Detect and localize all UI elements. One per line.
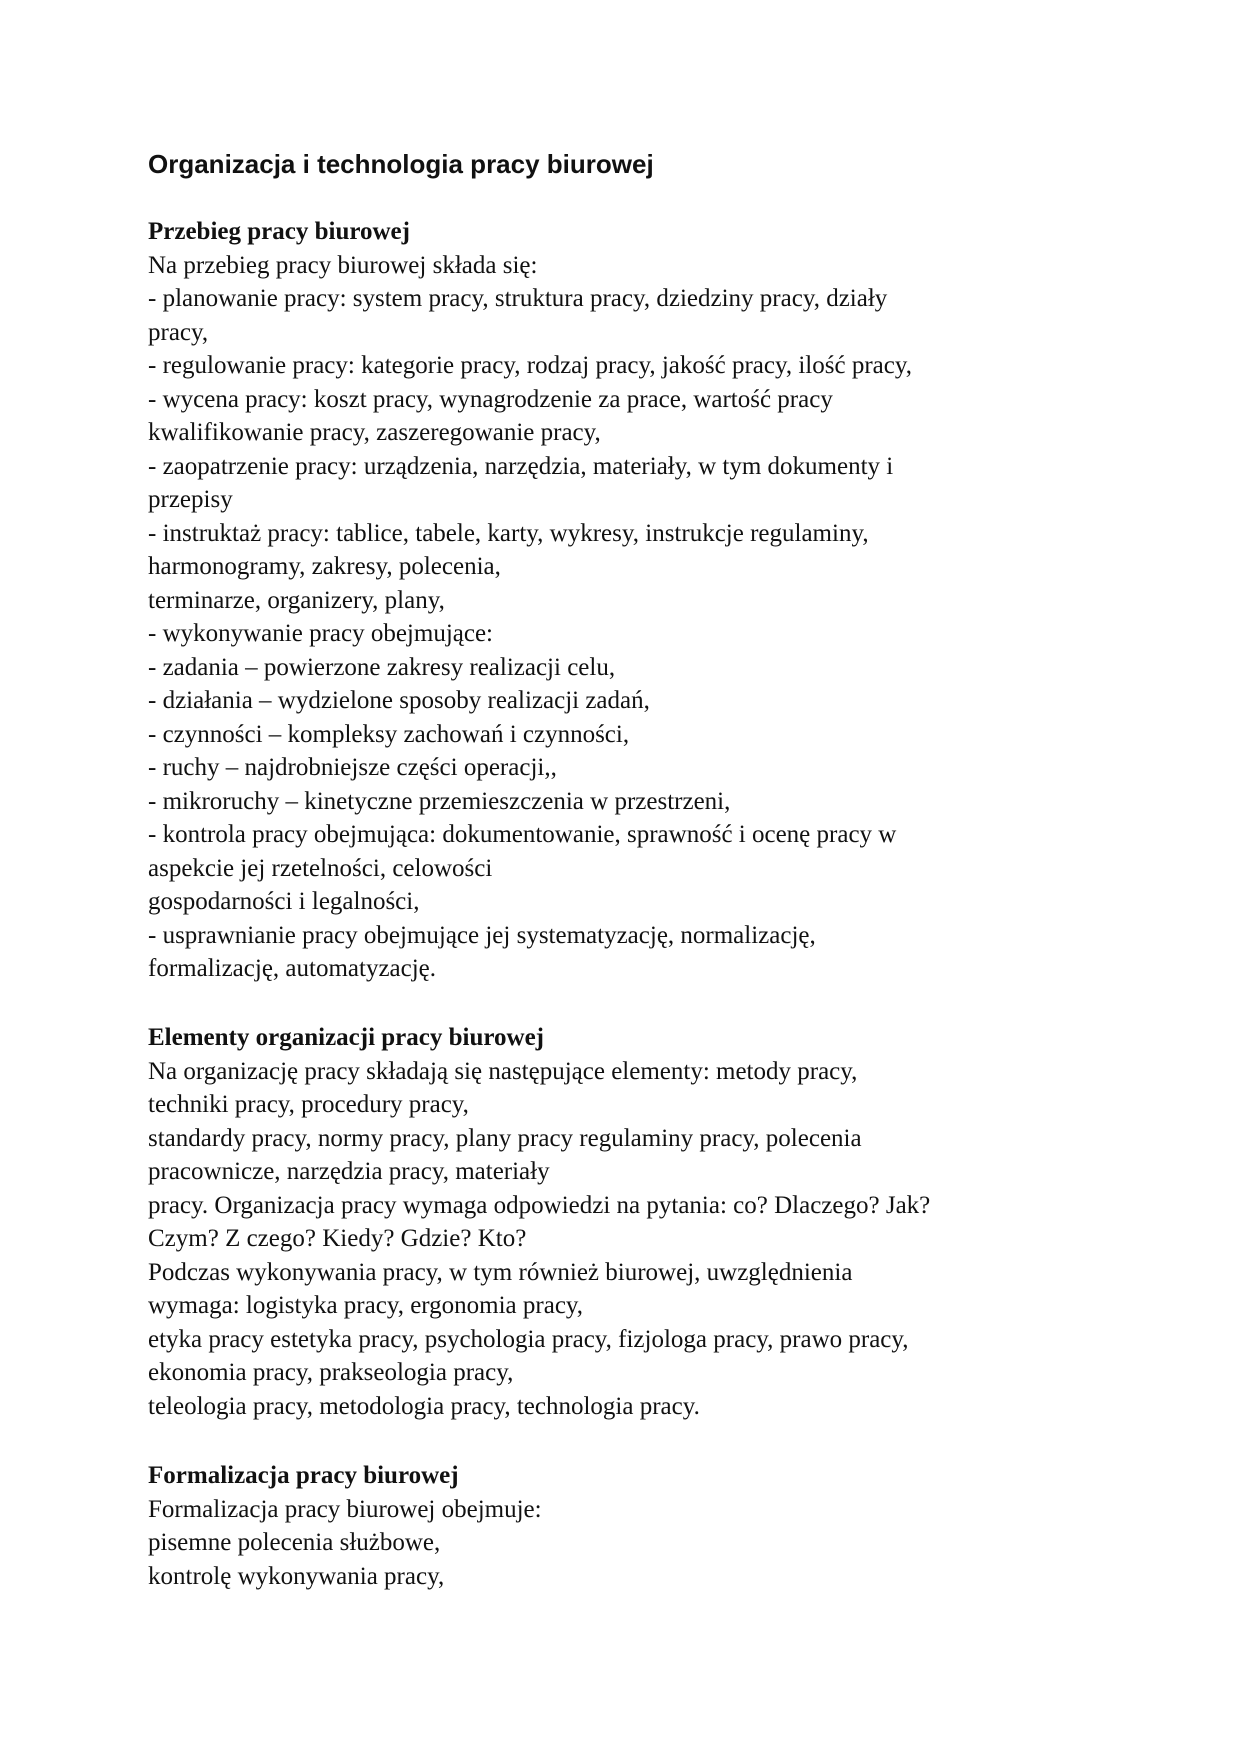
section-heading: Formalizacja pracy biurowej (148, 1462, 459, 1489)
paragraph-line: - usprawnianie pracy obejmujące jej systematyzację, normalizację, (148, 921, 816, 949)
paragraph-line: - działania – wydzielone sposoby realizacji zadań, (148, 687, 650, 714)
paragraph-line: etyka pracy estetyka pracy, psychologia pracy, fizjologa pracy, prawo pracy, (148, 1325, 909, 1353)
paragraph-line: przepisy (148, 486, 233, 513)
section-heading: Przebieg pracy biurowej (148, 218, 410, 245)
paragraph-line: pracy, (148, 318, 209, 346)
section-heading: Elementy organizacji pracy biurowej (148, 1024, 544, 1051)
section-formalizacja (148, 1459, 1148, 1593)
paragraph-line: ekonomia pracy, prakseologia pracy, (148, 1359, 514, 1386)
paragraph-line: Podczas wykonywania pracy, w tym również biurowej, uwzględnienia (148, 1258, 853, 1286)
paragraph-line: pracy. Organizacja pracy wymaga odpowiedzi na pytania: co? Dlaczego? Jak? (148, 1191, 931, 1219)
paragraph-line: aspekcie jej rzetelności, celowości (148, 854, 493, 882)
paragraph-line: - wykonywanie pracy obejmujące: (148, 620, 494, 647)
section-elementy-organizacji (148, 1021, 1148, 1423)
paragraph-line: Formalizacja pracy biurowej obejmuje: (148, 1495, 542, 1523)
paragraph-line: Czym? Z czego? Kiedy? Gdzie? Kto? (148, 1225, 527, 1252)
paragraph-line: kwalifikowanie pracy, zaszeregowanie pracy, (148, 419, 601, 446)
section-przebieg-pracy (148, 215, 1148, 986)
paragraph-line: formalizację, automatyzację. (148, 955, 437, 982)
paragraph-line: gospodarności i legalności, (148, 888, 420, 915)
paragraph-line: Na przebieg pracy biurowej składa się: (148, 251, 538, 279)
paragraph-line: kontrolę wykonywania pracy, (148, 1562, 445, 1590)
document-title: Organizacja i technologia pracy biurowej (148, 149, 654, 179)
paragraph-line: pisemne polecenia służbowe, (148, 1529, 441, 1556)
paragraph-line: standardy pracy, normy pracy, plany pracy regulaminy pracy, polecenia (148, 1124, 862, 1152)
paragraph-line: teleologia pracy, metodologia pracy, technologia pracy. (148, 1392, 700, 1420)
paragraph-line: - zadania – powierzone zakresy realizacji celu, (148, 653, 616, 681)
paragraph-line: - instruktaż pracy: tablice, tabele, karty, wykresy, instrukcje regulaminy, (148, 519, 869, 547)
paragraph-line: - ruchy – najdrobniejsze części operacji,, (148, 754, 557, 781)
paragraph-line: - regulowanie pracy: kategorie pracy, rodzaj pracy, jakość pracy, ilość pracy, (148, 352, 912, 379)
paragraph-line: harmonogramy, zakresy, polecenia, (148, 553, 501, 580)
paragraph-line: - czynności – kompleksy zachowań i czynności, (148, 720, 630, 748)
paragraph-line: Na organizację pracy składają się następujące elementy: metody pracy, (148, 1057, 858, 1085)
paragraph-line: techniki pracy, procedury pracy, (148, 1091, 469, 1118)
paragraph-line: wymaga: logistyka pracy, ergonomia pracy, (148, 1292, 584, 1319)
paragraph-line: - planowanie pracy: system pracy, struktura pracy, dziedziny pracy, działy (148, 285, 888, 312)
paragraph-line: terminarze, organizery, plany, (148, 586, 445, 614)
paragraph-line: pracownicze, narzędzia pracy, materiały (148, 1158, 550, 1185)
paragraph-line: - kontrola pracy obejmująca: dokumentowanie, sprawność i ocenę pracy w (148, 821, 897, 848)
paragraph-line: - zaopatrzenie pracy: urządzenia, narzędzia, materiały, w tym dokumenty i (148, 452, 894, 480)
paragraph-line: - wycena pracy: koszt pracy, wynagrodzenie za prace, wartość pracy (148, 385, 833, 413)
paragraph-line: - mikroruchy – kinetyczne przemieszczenia w przestrzeni, (148, 787, 731, 815)
